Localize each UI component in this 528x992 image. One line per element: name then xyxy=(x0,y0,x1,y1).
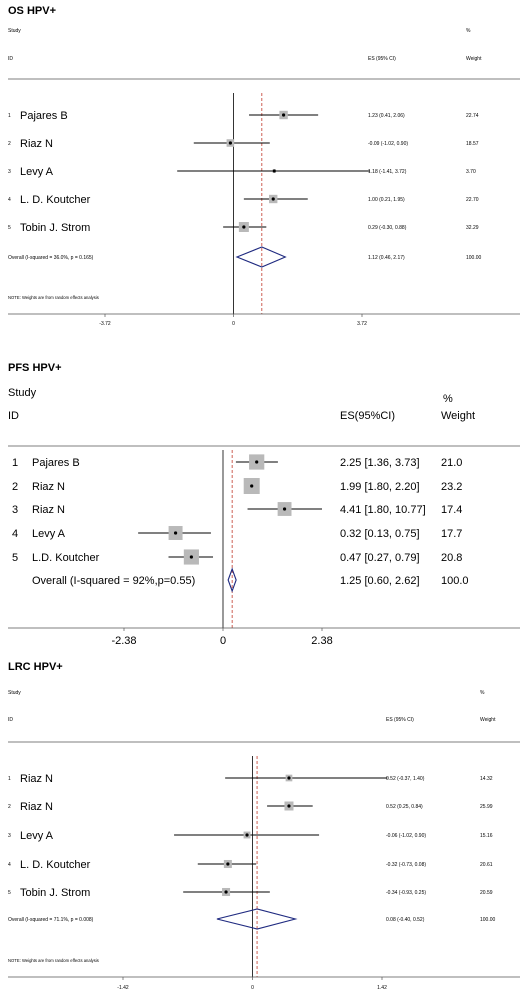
study-weight: 23.2 xyxy=(441,481,463,493)
study-name: Levy A xyxy=(32,528,66,540)
overall-weight: 100.0 xyxy=(441,575,469,587)
study-effect-ci: -0.09 (-1.02, 0.90) xyxy=(368,141,409,147)
x-tick-label: 1.42 xyxy=(377,985,387,991)
study-point-estimate xyxy=(245,833,248,836)
header-study: Study xyxy=(8,28,21,34)
header-weight: Weight xyxy=(466,56,482,62)
header-weight: Weight xyxy=(480,717,496,723)
study-point-estimate xyxy=(242,225,245,228)
study-name: Tobin J. Strom xyxy=(20,887,91,899)
overall-diamond xyxy=(237,247,285,267)
weights-note: NOTE: Weights are from random effects analysis xyxy=(8,295,99,300)
study-weight: 14.32 xyxy=(480,776,493,782)
study-point-estimate xyxy=(272,197,275,200)
x-tick-label: 3.72 xyxy=(357,321,367,327)
study-name: L. D. Koutcher xyxy=(20,194,91,206)
study-weight: 20.8 xyxy=(441,552,463,564)
study-name: Levy A xyxy=(20,166,54,178)
overall-effect-ci: 0.08 (-0.40, 0.52) xyxy=(386,917,425,923)
study-number: 5 xyxy=(12,552,19,564)
study-effect-ci: 1.99 [1.80, 2.20] xyxy=(340,481,420,493)
study-point-estimate xyxy=(273,169,276,172)
study-weight: 3.70 xyxy=(466,169,476,175)
study-effect-ci: 2.25 [1.36, 3.73] xyxy=(340,457,420,469)
overall-label: Overall (I-squared = 36.0%, p = 0.165) xyxy=(8,255,94,261)
study-number: 2 xyxy=(8,804,11,810)
study-name: Tobin J. Strom xyxy=(20,222,91,234)
study-name: Riaz N xyxy=(20,801,54,813)
study-number: 5 xyxy=(8,890,11,896)
x-tick-label: -1.42 xyxy=(117,985,129,991)
study-effect-ci: 1.23 (0.41, 2.06) xyxy=(368,113,405,119)
header-es: ES (95% CI) xyxy=(386,717,414,723)
study-weight: 21.0 xyxy=(441,457,463,469)
study-effect-ci: 1.18 (-1.41, 3.72) xyxy=(368,169,407,175)
study-point-estimate xyxy=(287,776,290,779)
overall-label: Overall (I-squared = 92%,p=0.55) xyxy=(32,575,196,587)
overall-weight: 100.00 xyxy=(466,255,482,261)
overall-label: Overall (I-squared = 71.1%, p = 0.008) xyxy=(8,917,94,923)
overall-weight: 100.00 xyxy=(480,917,496,923)
study-name: L. D. Koutcher xyxy=(20,859,91,871)
panel-title: PFS HPV+ xyxy=(8,362,62,374)
header-study: Study xyxy=(8,690,21,696)
study-effect-ci: -0.32 (-0.73, 0.08) xyxy=(386,862,427,868)
study-point-estimate xyxy=(190,555,193,558)
study-weight: 25.99 xyxy=(480,804,493,810)
study-number: 5 xyxy=(8,225,11,231)
study-weight: 18.57 xyxy=(466,141,479,147)
study-effect-ci: -0.34 (-0.93, 0.25) xyxy=(386,890,427,896)
study-effect-ci: 0.52 (-0.37, 1.40) xyxy=(386,776,425,782)
x-tick-label: -2.38 xyxy=(111,635,137,647)
study-name: Riaz N xyxy=(20,138,54,150)
study-weight: 22.74 xyxy=(466,113,479,119)
study-weight: 32.29 xyxy=(466,225,479,231)
overall-diamond xyxy=(217,909,295,929)
header-es: ES(95%CI) xyxy=(340,410,396,422)
study-effect-ci: 1.00 (0.21, 1.95) xyxy=(368,197,405,203)
study-name: L.D. Koutcher xyxy=(32,552,100,564)
study-number: 4 xyxy=(8,862,11,868)
header-study: Study xyxy=(8,387,37,399)
x-tick-label: 0 xyxy=(219,635,227,647)
x-tick-label: 0 xyxy=(232,321,235,327)
study-effect-ci: 4.41 [1.80, 10.77] xyxy=(340,504,426,516)
header-percent: % xyxy=(480,690,485,696)
study-weight: 22.70 xyxy=(466,197,479,203)
study-point-estimate xyxy=(226,862,229,865)
study-name: Pajares B xyxy=(32,457,80,469)
header-id: ID xyxy=(8,410,19,422)
study-effect-ci: -0.06 (-1.02, 0.90) xyxy=(386,833,427,839)
study-weight: 20.59 xyxy=(480,890,493,896)
study-number: 4 xyxy=(8,197,11,203)
study-point-estimate xyxy=(283,507,286,510)
header-id: ID xyxy=(8,56,13,62)
study-point-estimate xyxy=(287,804,290,807)
header-id: ID xyxy=(8,717,13,723)
study-number: 1 xyxy=(8,776,11,782)
study-number: 1 xyxy=(8,113,11,119)
header-es: ES (95% CI) xyxy=(368,56,396,62)
study-point-estimate xyxy=(174,531,177,534)
study-name: Riaz N xyxy=(20,773,54,785)
study-number: 3 xyxy=(8,833,11,839)
panel-title: LRC HPV+ xyxy=(8,661,63,673)
study-weight: 20.61 xyxy=(480,862,493,868)
study-number: 3 xyxy=(12,504,19,516)
study-effect-ci: 0.47 [0.27, 0.79] xyxy=(340,552,420,564)
study-point-estimate xyxy=(224,890,227,893)
study-point-estimate xyxy=(250,484,253,487)
study-name: Riaz N xyxy=(32,481,66,493)
study-number: 2 xyxy=(12,481,19,493)
overall-effect-ci: 1.12 (0.46, 2.17) xyxy=(368,255,405,261)
study-name: Pajares B xyxy=(20,110,68,122)
weights-note: NOTE: Weights are from random effects analysis xyxy=(8,958,99,963)
header-percent: % xyxy=(466,28,471,34)
study-effect-ci: 0.52 (0.25, 0.84) xyxy=(386,804,423,810)
study-weight: 17.4 xyxy=(441,504,463,516)
overall-effect-ci: 1.25 [0.60, 2.62] xyxy=(340,575,420,587)
study-number: 4 xyxy=(12,528,19,540)
header-weight: Weight xyxy=(441,410,476,422)
study-point-estimate xyxy=(255,460,258,463)
study-point-estimate xyxy=(282,113,285,116)
study-number: 2 xyxy=(8,141,11,147)
study-number: 1 xyxy=(12,457,19,469)
study-weight: 17.7 xyxy=(441,528,463,540)
x-tick-label: -3.72 xyxy=(99,321,111,327)
study-name: Levy A xyxy=(20,830,54,842)
panel-title: OS HPV+ xyxy=(8,5,56,17)
header-percent: % xyxy=(443,393,453,405)
study-number: 3 xyxy=(8,169,11,175)
study-name: Riaz N xyxy=(32,504,66,516)
x-tick-label: 0 xyxy=(251,985,254,991)
study-point-estimate xyxy=(229,141,232,144)
x-tick-label: 2.38 xyxy=(311,635,333,647)
study-weight: 15.16 xyxy=(480,833,493,839)
study-effect-ci: 0.29 (-0.30, 0.88) xyxy=(368,225,407,231)
study-effect-ci: 0.32 [0.13, 0.75] xyxy=(340,528,420,540)
